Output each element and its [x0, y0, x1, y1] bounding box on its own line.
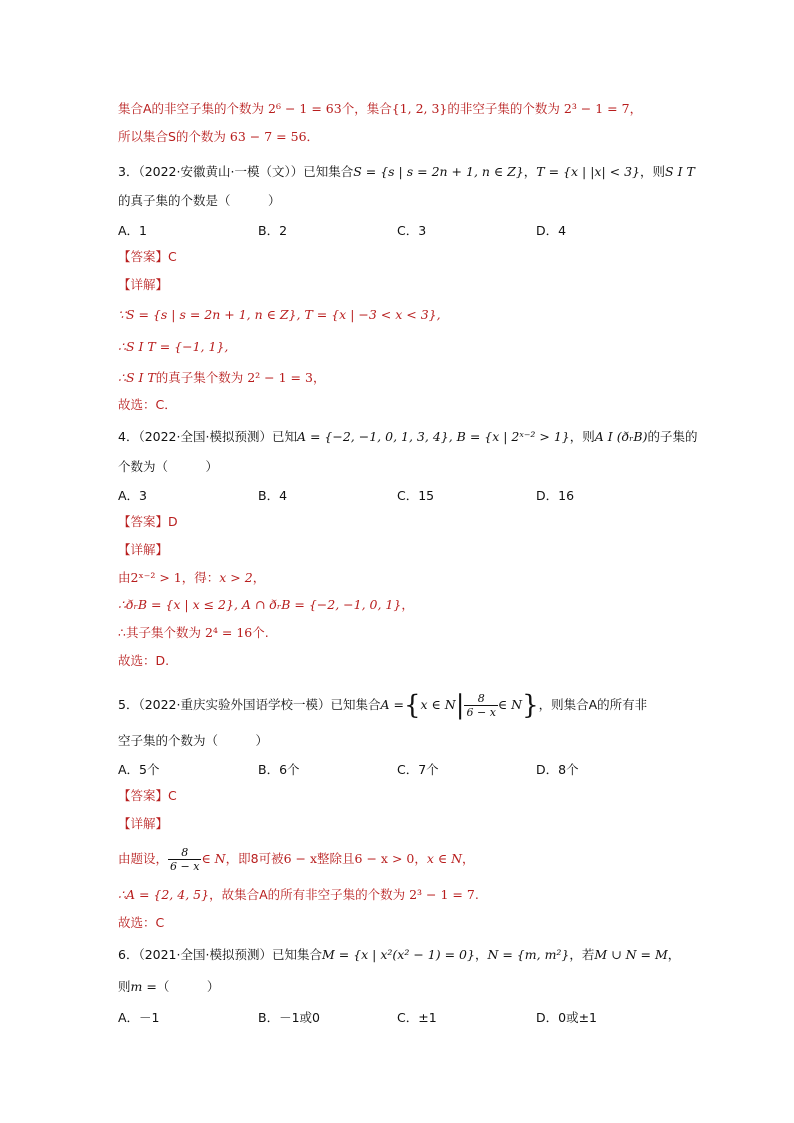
- punct: ，: [523, 164, 537, 179]
- q3-detail-3: [118, 369, 325, 387]
- math-expr: 2² − 1 = 3: [247, 370, 313, 385]
- intro-text: 的非空子集的个数为: [447, 101, 564, 116]
- fraction-denominator: 6 − x: [170, 860, 200, 873]
- fraction: [464, 692, 497, 719]
- math-expr: x ∈ N: [420, 697, 456, 712]
- q4-answer: [118, 513, 178, 531]
- intro-line-2: [118, 128, 319, 146]
- math-expr: A =: [380, 697, 404, 712]
- q5-detail-3: 故选：C: [118, 915, 165, 930]
- q3-stem-line-2: 的真子集的个数是（ ）: [118, 193, 281, 208]
- math-expr: ∴S I T: [118, 370, 156, 385]
- math-expr: 6 − x: [283, 851, 318, 866]
- math-expr: ∈ N: [497, 697, 523, 712]
- answer-value: C: [168, 788, 177, 803]
- q4-stem-line-2: 个数为（ ）: [118, 459, 219, 474]
- detail-text: 由题设，: [118, 851, 169, 866]
- q4-option-b[interactable]: B．4: [258, 488, 288, 503]
- detail-text: ，得：: [181, 570, 220, 585]
- q6-option-a[interactable]: A．－1: [118, 1010, 160, 1025]
- answer-label: 【答案】: [118, 788, 169, 803]
- math-expr: ∈ N: [201, 851, 226, 866]
- punct: ，: [252, 570, 266, 585]
- q4-option-c[interactable]: C．15: [397, 488, 435, 503]
- q4-detail-2: [118, 596, 414, 614]
- q3-detail-label: 【详解】: [118, 277, 169, 292]
- math-expr: 6 − x > 0: [354, 851, 415, 866]
- math-expr: 2³ − 1 = 7: [563, 101, 630, 116]
- intro-text: ，: [629, 101, 643, 116]
- q3-option-d[interactable]: D．4: [536, 223, 567, 238]
- math-expr: 2⁴ = 16个: [204, 625, 265, 640]
- punct: ，: [312, 370, 326, 385]
- math-expr: S = {s | s = 2n + 1, n ∈ Z}: [353, 164, 524, 179]
- question-text: ，若: [569, 947, 595, 962]
- fraction-denominator: 6 − x: [466, 706, 496, 719]
- q5-stem: [118, 692, 647, 719]
- q5-option-c[interactable]: C．7个: [397, 762, 439, 777]
- q3-stem: [118, 163, 695, 181]
- q3-option-c[interactable]: C．3: [397, 223, 427, 238]
- math-expr: S I T: [665, 164, 695, 179]
- detail-text: ，故集合A的所有非空子集的个数为: [209, 887, 410, 902]
- q3-option-a[interactable]: A．1: [118, 223, 148, 238]
- q4-detail-4: 故选：D.: [118, 653, 170, 668]
- q3-detail-4: 故选：C．: [118, 397, 177, 412]
- math-expr: ∴ðᵣB = {x | x ≤ 2}, A ∩ ðᵣB = {−2, −1, 0, 1}: [118, 597, 402, 612]
- q5-detail-label: 【详解】: [118, 816, 169, 831]
- question-text: ，则: [569, 429, 595, 444]
- q3-detail-2: ∴S I T = {−1, 1},: [118, 339, 229, 354]
- math-expr: A I (ðᵣB): [594, 429, 648, 444]
- punct: .: [474, 887, 479, 902]
- detail-text: 的真子集个数为: [155, 370, 248, 385]
- detail-text: ，即: [225, 851, 251, 866]
- q4-option-a[interactable]: A．3: [118, 488, 148, 503]
- q5-option-a[interactable]: A．5个: [118, 762, 160, 777]
- question-text: ，则: [640, 164, 666, 179]
- right-brace: }: [522, 690, 539, 721]
- math-expr: 2³ − 1 = 7: [409, 887, 475, 902]
- math-expr: A = {−2, −1, 0, 1, 3, 4}, B = {x | 2ˣ⁻² > 1}: [296, 429, 570, 444]
- punct: ，: [462, 851, 475, 866]
- question-source: 4．（2022·全国·模拟预测）已知: [118, 429, 297, 444]
- detail-text: 8: [250, 851, 259, 866]
- detail-text: 可被: [258, 851, 284, 866]
- intro-text: ，集合: [354, 101, 392, 116]
- math-expr: {1, 2, 3}: [391, 101, 448, 116]
- detail-text: ∴其子集个数为: [118, 625, 205, 640]
- left-brace: {: [403, 690, 421, 721]
- intro-text: ．: [306, 129, 320, 144]
- math-expr: N = {m, m²}: [487, 947, 570, 962]
- q5-option-b[interactable]: B．6个: [258, 762, 300, 777]
- bar: |: [455, 690, 465, 721]
- q6-option-c[interactable]: C．±1: [397, 1010, 437, 1025]
- question-text: 则: [118, 979, 131, 994]
- answer-value: C: [168, 249, 177, 264]
- math-expr: 63 − 7 = 56: [229, 129, 307, 144]
- math-expr: m =: [130, 979, 157, 994]
- question-text: （ ）: [156, 979, 220, 994]
- q5-stem-line-2: 空子集的个数为（ ）: [118, 733, 269, 748]
- math-expr: M = {x | x²(x² − 1) = 0}: [321, 947, 475, 962]
- q6-stem-line-2: [118, 978, 219, 996]
- math-expr: T = {x | |x| < 3}: [536, 164, 641, 179]
- question-text: 的子集的: [647, 429, 698, 444]
- math-expr: M ∪ N = M: [594, 947, 668, 962]
- math-expr: x > 2: [219, 570, 253, 585]
- intro-line-1: [118, 100, 642, 118]
- fraction-numerator: 8: [464, 692, 497, 706]
- q3-option-b[interactable]: B．2: [258, 223, 288, 238]
- q6-option-b[interactable]: B．－1或0: [258, 1010, 320, 1025]
- punct: ，: [474, 947, 488, 962]
- answer-label: 【答案】: [118, 249, 169, 264]
- q5-detail-2: [118, 886, 479, 904]
- q5-answer: [118, 787, 177, 805]
- punct: ，: [401, 597, 414, 612]
- intro-text: 所以集合S的个数为: [118, 129, 230, 144]
- q4-detail-label: 【详解】: [118, 542, 169, 557]
- answer-label: 【答案】: [118, 514, 169, 529]
- intro-text: 集合A的非空子集的个数为: [118, 101, 269, 116]
- math-expr: ∴A = {2, 4, 5}: [118, 887, 210, 902]
- answer-value: D: [168, 514, 178, 529]
- q6-option-d[interactable]: D．0或±1: [536, 1010, 598, 1025]
- math-expr: 2⁶ − 1 = 63个: [268, 101, 355, 116]
- q4-option-d[interactable]: D．16: [536, 488, 575, 503]
- question-source: 6．（2021·全国·模拟预测）已知集合: [118, 947, 322, 962]
- punct: ，: [667, 947, 681, 962]
- q6-stem: [118, 946, 680, 964]
- punct: .: [264, 625, 269, 640]
- question-source: 5．（2022·重庆实验外国语学校一模）已知集合: [118, 697, 381, 712]
- q4-stem: [118, 428, 698, 446]
- math-expr: x ∈ N: [426, 851, 463, 866]
- detail-text: 整除且: [317, 851, 355, 866]
- q4-detail-3: [118, 624, 269, 642]
- detail-text: 由: [118, 570, 131, 585]
- punct: ，: [414, 851, 427, 866]
- q3-detail-1: ∵S = {s | s = 2n + 1, n ∈ Z}, T = {x | −3 < x < 3},: [118, 307, 441, 322]
- fraction-numerator: 8: [168, 846, 201, 860]
- q5-detail-1: [118, 846, 475, 873]
- question-text: ，则集合A的所有非: [538, 697, 648, 712]
- q4-detail-1: [118, 569, 265, 587]
- q5-option-d[interactable]: D．8个: [536, 762, 579, 777]
- question-source: 3．（2022·安徽黄山·一模（文））已知集合: [118, 164, 354, 179]
- q3-answer: [118, 248, 177, 266]
- fraction: [168, 846, 201, 873]
- math-expr: 2ˣ⁻² > 1: [130, 570, 182, 585]
